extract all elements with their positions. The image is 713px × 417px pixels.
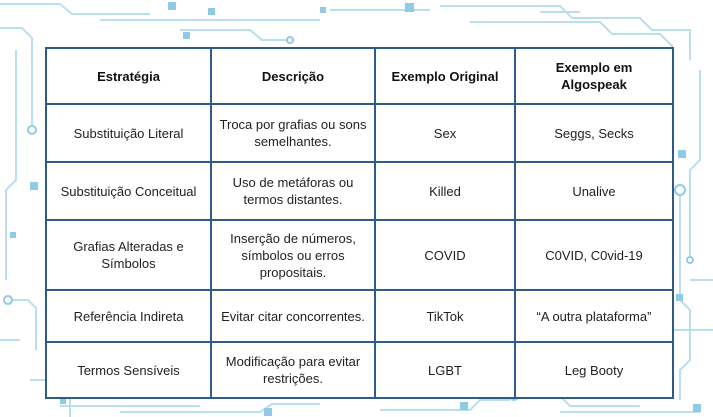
cell-strategy: Referência Indireta bbox=[46, 290, 211, 342]
header-strategy: Estratégia bbox=[46, 48, 211, 104]
cell-original: COVID bbox=[375, 220, 515, 290]
cell-description: Modificação para evitar restrições. bbox=[211, 342, 375, 398]
cell-description: Evitar citar concorrentes. bbox=[211, 290, 375, 342]
algospeak-table-container bbox=[45, 47, 672, 397]
cell-strategy: Termos Sensíveis bbox=[46, 342, 211, 398]
header-original-example: Exemplo Original bbox=[375, 48, 515, 104]
cell-original: Sex bbox=[375, 104, 515, 162]
cell-description: Uso de metáforas ou termos distantes. bbox=[211, 162, 375, 220]
cell-description: Troca por grafias ou sons semelhantes. bbox=[211, 104, 375, 162]
cell-strategy: Grafias Alteradas e Símbolos bbox=[46, 220, 211, 290]
cell-strategy: Substituição Conceitual bbox=[46, 162, 211, 220]
table-row bbox=[46, 220, 673, 290]
cell-algospeak: Seggs, Secks bbox=[515, 104, 673, 162]
cell-algospeak: Leg Booty bbox=[515, 342, 673, 398]
cell-description: Inserção de números, símbolos ou erros propositais. bbox=[211, 220, 375, 290]
header-algospeak-example: Exemplo em Algospeak bbox=[515, 48, 673, 104]
algospeak-strategies-table bbox=[45, 47, 674, 399]
cell-algospeak: C0VID, C0vid-19 bbox=[515, 220, 673, 290]
table-header-row bbox=[46, 48, 673, 104]
table-row bbox=[46, 342, 673, 398]
table-row bbox=[46, 104, 673, 162]
header-description: Descrição bbox=[211, 48, 375, 104]
cell-algospeak: Unalive bbox=[515, 162, 673, 220]
cell-original: TikTok bbox=[375, 290, 515, 342]
cell-algospeak: “A outra plataforma” bbox=[515, 290, 673, 342]
cell-original: LGBT bbox=[375, 342, 515, 398]
table-row bbox=[46, 162, 673, 220]
cell-strategy: Substituição Literal bbox=[46, 104, 211, 162]
table-row bbox=[46, 290, 673, 342]
cell-original: Killed bbox=[375, 162, 515, 220]
